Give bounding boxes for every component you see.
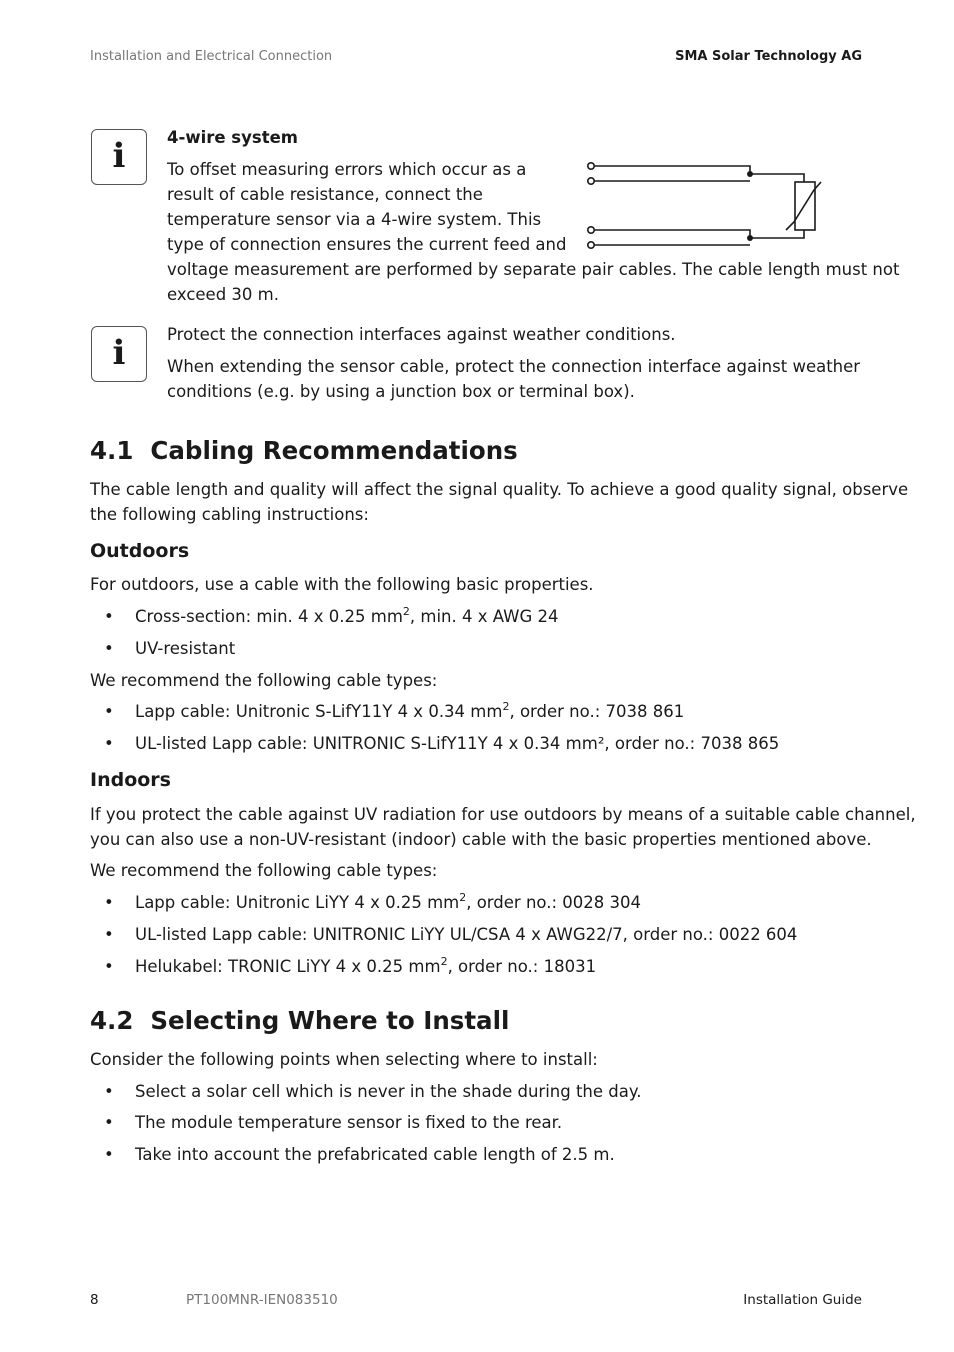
bullet: •	[104, 639, 114, 658]
section-intro: The cable length and quality will affect the signal quality. To achieve a good quality signal, observe the following cabling instructions:	[90, 480, 909, 524]
junction-dot-2	[747, 235, 753, 241]
bullet: •	[104, 1082, 114, 1101]
terminal-2	[588, 178, 594, 184]
section-heading-4-1: 4.1 Cabling Recommendations	[90, 436, 518, 465]
list-item: The module temperature sensor is fixed to the rear.	[135, 1113, 563, 1132]
info-icon: i	[91, 129, 147, 185]
subheading-outdoors: Outdoors	[90, 540, 190, 562]
recommend-text: We recommend the following cable types:	[90, 671, 438, 690]
list-item: Helukabel: TRONIC LiYY 4 x 0.25 $mm^2$, order no.: 18031	[135, 955, 597, 976]
info-icon: i	[91, 326, 147, 382]
section-heading-4-2: 4.2 Selecting Where to Install	[90, 1006, 510, 1035]
running-header-right: SMA Solar Technology AG	[675, 49, 862, 64]
bullet: •	[104, 957, 114, 976]
pt100-resistor	[795, 182, 815, 230]
junction-dot-1	[747, 171, 753, 177]
list-item: Cross-section: min. 4 x 0.25 $mm^2$, min. 4 x AWG 24	[135, 605, 559, 626]
bullet: •	[104, 1145, 114, 1164]
terminal-3	[588, 227, 594, 233]
list-item: UV-resistant	[135, 639, 236, 658]
note-text: To offset measuring errors which occur as a result of cable resistance, connect the temperature sensor via a 4-wire system. This type of connection ensures the current feed and voltage measurement are performed by separate pair cables. The cable length must not exceed 30 m.	[167, 160, 900, 304]
list-item: Lapp cable: Unitronic LiYY 4 x 0.25 $mm^2$, order no.: 0028 304	[135, 891, 641, 912]
bullet: •	[104, 607, 114, 626]
wire-1	[594, 166, 750, 174]
outdoors-intro: For outdoors, use a cable with the following basic properties.	[90, 575, 594, 594]
bullet: •	[104, 925, 114, 944]
terminal-1	[588, 163, 594, 169]
wire-top-to-sensor	[750, 174, 804, 182]
wire-3	[594, 230, 750, 238]
note-text: Protect the connection interfaces against weather conditions. When extending the sensor cable, protect the connection interface against weather conditions (e.g. by using a junction box or terminal box).	[167, 325, 861, 401]
recommend-text: We recommend the following cable types:	[90, 861, 438, 880]
bullet: •	[104, 702, 114, 721]
document-id: PT100MNR-IEN083510	[186, 1292, 338, 1308]
list-item: Take into account the prefabricated cable length of 2.5 m.	[135, 1145, 615, 1164]
terminal-4	[588, 242, 594, 248]
bullet: •	[104, 893, 114, 912]
subheading-indoors: Indoors	[90, 769, 171, 791]
four-wire-diagram	[580, 158, 830, 254]
bullet: •	[104, 1113, 114, 1132]
page-number: 8	[90, 1292, 99, 1308]
bullet: •	[104, 734, 114, 753]
list-item: Lapp cable: Unitronic S-LifY11Y 4 x 0.34 $mm^2$, order no.: 7038 861	[135, 700, 685, 721]
note-title: 4-wire system	[167, 128, 298, 147]
wire-bottom-to-sensor	[750, 230, 804, 238]
indoors-intro: If you protect the cable against UV radiation for use outdoors by means of a suitable cable channel, you can also use a non-UV-resistant (indoor) cable with the basic properties mentioned above.	[90, 805, 916, 849]
list-item: UL-listed Lapp cable: UNITRONIC LiYY UL/CSA 4 x AWG22/7, order no.: 0022 604	[135, 925, 798, 944]
footer-title: Installation Guide	[743, 1292, 862, 1308]
running-header-left: Installation and Electrical Connection	[90, 49, 333, 64]
list-item: Select a solar cell which is never in the shade during the day.	[135, 1082, 642, 1101]
list-item: UL-listed Lapp cable: UNITRONIC S-LifY11Y 4 x 0.34 mm², order no.: 7038 865	[135, 734, 780, 753]
section-intro: Consider the following points when selecting where to install:	[90, 1050, 598, 1069]
